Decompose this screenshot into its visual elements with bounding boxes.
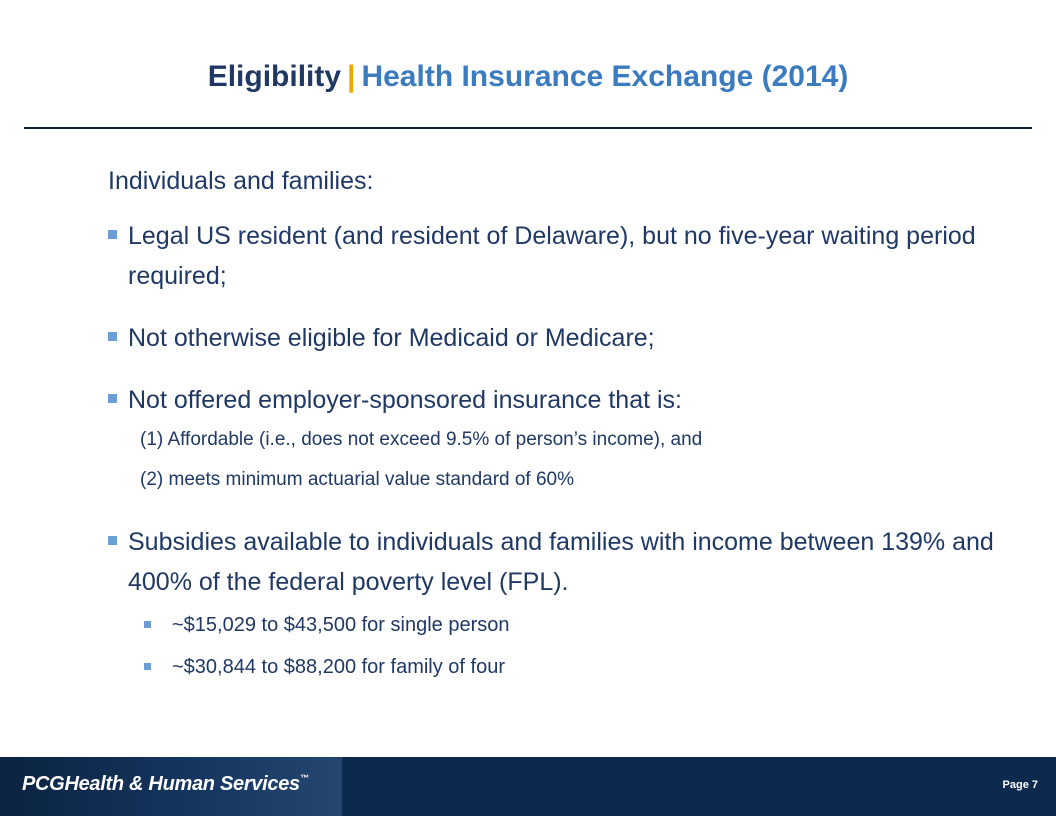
footer-bar xyxy=(0,757,1056,816)
page-number: Page 7 xyxy=(1002,779,1038,791)
title-subtitle: Health Insurance Exchange (2014) xyxy=(361,60,849,93)
company-logo xyxy=(0,757,342,816)
square-bullet-icon xyxy=(108,332,117,341)
numbered-item-actuarial: (2) meets minimum actuarial value standard of 60% xyxy=(140,469,575,490)
title-separator: | xyxy=(347,60,356,93)
bullet-item-subsidies xyxy=(108,522,1028,602)
sub-bullet-text: ~$30,844 to $88,200 for family of four xyxy=(172,656,505,678)
bullet-item-medicaid xyxy=(108,318,1028,358)
bullet-text: Subsidies available to individuals and families with income between 139% and 400% of the federal poverty level (FPL). xyxy=(128,528,994,596)
bullet-text: Legal US resident (and resident of Delaware), but no five-year waiting period required; xyxy=(128,222,976,290)
square-bullet-icon xyxy=(108,536,117,545)
square-bullet-icon xyxy=(108,230,117,239)
sub-bullet-text: ~$15,029 to $43,500 for single person xyxy=(172,614,510,636)
small-square-bullet-icon xyxy=(144,663,151,670)
logo-wordmark: PCGHealth & Human Services xyxy=(22,773,300,795)
sub-bullet-family xyxy=(108,646,1028,688)
slide-body xyxy=(108,158,1028,688)
intro-text: Individuals and families: xyxy=(108,167,374,195)
bullet-text: Not otherwise eligible for Medicaid or Medicare; xyxy=(128,324,655,352)
title-main: Eligibility xyxy=(207,60,342,93)
bullet-text: Not offered employer-sponsored insurance that is: xyxy=(128,386,683,414)
bullet-item-employer-insurance xyxy=(108,380,1028,420)
trademark-symbol: ™ xyxy=(299,773,309,783)
slide-title xyxy=(0,57,1056,97)
small-square-bullet-icon xyxy=(144,621,151,628)
bullet-item-residency xyxy=(108,216,1028,296)
sub-bullet-single-person xyxy=(108,604,1028,646)
logo-text xyxy=(22,773,309,796)
square-bullet-icon xyxy=(108,394,117,403)
title-divider xyxy=(24,127,1032,129)
numbered-item-affordable: (1) Affordable (i.e., does not exceed 9.5% of person’s income), and xyxy=(140,429,703,450)
